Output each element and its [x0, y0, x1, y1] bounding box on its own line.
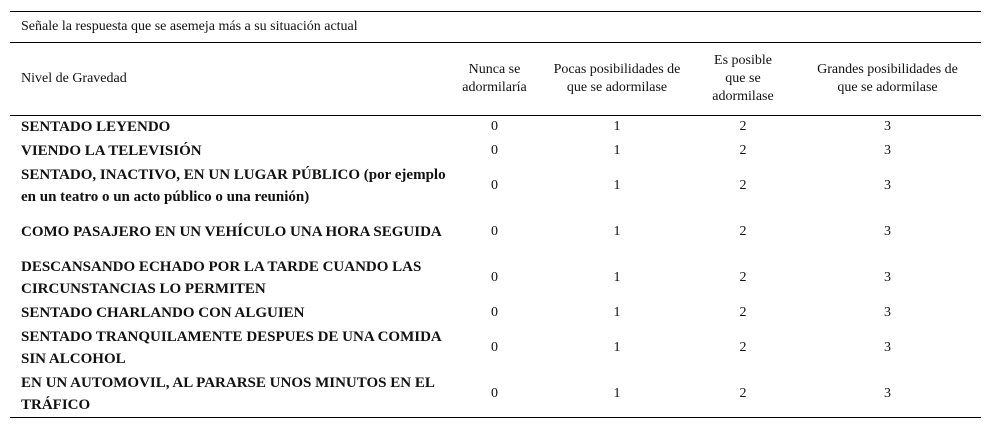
- score-cell: 2: [739, 270, 747, 285]
- row-label: SENTADO TRANQUILAMENTE DESPUES DE UNA COMIDA SIN ALCOHOL: [21, 329, 441, 367]
- score-cell: 2: [739, 119, 747, 135]
- epworth-table: [10, 43, 981, 418]
- table-row: [10, 163, 981, 209]
- score-cell: 0: [491, 270, 498, 285]
- score-cell: 3: [884, 340, 891, 355]
- score-cell: 3: [884, 143, 891, 158]
- score-cell: 0: [491, 385, 498, 401]
- score-cell: 2: [739, 340, 747, 355]
- header-level: Nivel de Gravedad: [21, 70, 127, 86]
- header-never: [447, 43, 542, 115]
- score-cell: 3: [884, 270, 891, 285]
- score-cell: 1: [613, 270, 621, 285]
- score-cell: 0: [491, 178, 498, 193]
- table-row: [10, 209, 981, 255]
- table-row: [10, 301, 981, 325]
- score-cell: 1: [613, 119, 621, 135]
- score-cell: 3: [884, 385, 891, 401]
- score-cell: 1: [613, 305, 621, 320]
- score-cell: 3: [884, 224, 891, 239]
- score-cell: 2: [739, 224, 747, 239]
- table-row: [10, 325, 981, 371]
- header-row: [10, 43, 981, 115]
- table-row: [10, 115, 981, 139]
- table-row: [10, 139, 981, 163]
- score-cell: 2: [739, 143, 747, 158]
- score-cell: 2: [739, 305, 747, 320]
- score-cell: 2: [739, 178, 747, 193]
- score-cell: 0: [491, 224, 498, 239]
- header-great: [794, 43, 981, 115]
- header-few-text: Pocas posibilidades de que se adormilase: [553, 61, 681, 95]
- score-cell: 2: [739, 385, 747, 401]
- row-label: SENTADO, INACTIVO, EN UN LUGAR PÚBLICO (por ejemplo en un teatro o un acto público o una reunión): [21, 167, 446, 205]
- score-cell: 0: [491, 305, 498, 320]
- score-cell: 1: [613, 340, 621, 355]
- table-row: [10, 255, 981, 301]
- score-cell: 3: [884, 305, 891, 320]
- table-row: [10, 371, 981, 417]
- table-container: [10, 11, 981, 418]
- row-label: DESCANSANDO ECHADO POR LA TARDE CUANDO LAS CIRCUNSTANCIAS LO PERMITEN: [21, 259, 422, 297]
- row-label: SENTADO CHARLANDO CON ALGUIEN: [21, 305, 305, 321]
- score-cell: 0: [491, 143, 498, 158]
- row-label: COMO PASAJERO EN UN VEHÍCULO UNA HORA SEGUIDA: [21, 224, 442, 240]
- score-cell: 3: [884, 178, 891, 193]
- score-cell: 3: [884, 119, 891, 135]
- table-caption: Señale la respuesta que se asemeja más a su situación actual: [10, 11, 981, 43]
- score-cell: 1: [613, 178, 621, 193]
- header-never-text: Nunca se adormilaría: [462, 61, 527, 95]
- header-possible-text: Es posible que se adormilase: [712, 52, 774, 104]
- score-cell: 1: [613, 224, 621, 239]
- score-cell: 1: [613, 385, 621, 401]
- header-few: [542, 43, 692, 115]
- score-cell: 0: [491, 119, 498, 135]
- header-great-text: Grandes posibilidades de que se adormilase: [817, 61, 958, 95]
- score-cell: 1: [613, 143, 621, 158]
- score-cell: 0: [491, 340, 498, 355]
- row-label: VIENDO LA TELEVISIÓN: [21, 143, 202, 159]
- header-possible: [692, 43, 794, 115]
- row-label: SENTADO LEYENDO: [21, 119, 171, 136]
- row-label: EN UN AUTOMOVIL, AL PARARSE UNOS MINUTOS EN EL TRÁFICO: [21, 374, 434, 413]
